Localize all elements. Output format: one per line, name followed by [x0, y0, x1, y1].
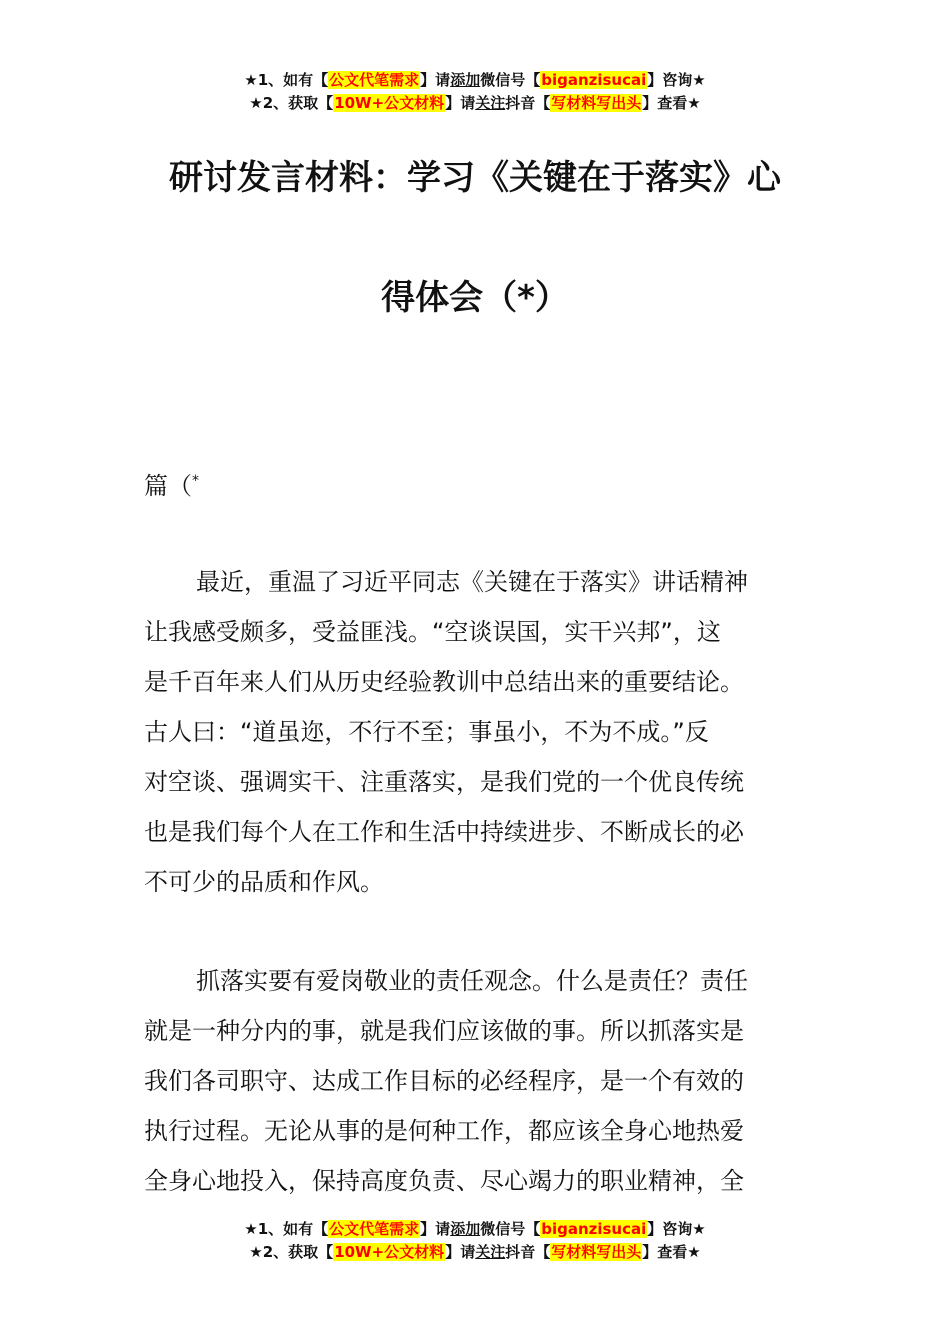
banner-emphasis: 添加: [450, 71, 481, 89]
banner-line-2: [0, 1241, 950, 1264]
highlight-wechat-id: biganzisucai: [541, 1220, 647, 1238]
banner-line-1: [0, 1218, 950, 1241]
banner-text: 】请: [420, 1220, 451, 1238]
banner-text: 】查看★: [642, 1243, 701, 1261]
banner-line-2: [0, 92, 950, 115]
banner-text: 】咨询★: [647, 1220, 706, 1238]
paragraph-line: 全身心地投入，保持高度负责、尽心竭力的职业精神，全: [144, 1167, 744, 1195]
highlight-service: 公文代笔需求: [329, 1220, 420, 1238]
paragraph-line: 是千百年来人们从历史经验教训中总结出来的重要结论。: [144, 668, 744, 696]
section-label-sup: *: [192, 473, 199, 489]
paragraph-line: 我们各司职守、达成工作目标的必经程序，是一个有效的: [144, 1067, 744, 1095]
banner-text: ★1、如有【: [244, 1220, 329, 1238]
banner-text: 】查看★: [642, 94, 701, 112]
footer-banner: [0, 1218, 950, 1264]
banner-text: 微信号【: [480, 71, 541, 89]
paragraph-1: [144, 557, 808, 907]
paragraph-line: 不可少的品质和作风。: [144, 868, 384, 896]
document-title-line-2: 得体会（*）: [381, 278, 569, 318]
paragraph-line: 让我感受颇多，受益匪浅。“空谈误国，实干兴邦”，这: [144, 618, 721, 646]
banner-text: 】请: [445, 94, 476, 112]
paragraph-line: 古人曰：“道虽迩，不行不至；事虽小，不为不成。”反: [144, 718, 709, 746]
banner-text: ★2、获取【: [249, 1243, 334, 1261]
paragraph-line: 也是我们每个人在工作和生活中持续进步、不断成长的必: [144, 818, 744, 846]
paragraph-2: [144, 956, 808, 1206]
banner-text: 抖音【: [505, 94, 551, 112]
paragraph-line: 抓落实要有爱岗敬业的责任观念。什么是责任？责任: [196, 967, 748, 995]
highlight-douyin-id: 写材料写出头: [551, 94, 642, 112]
banner-text: ★1、如有【: [244, 71, 329, 89]
paragraph-line: 最近，重温了习近平同志《关键在于落实》讲话精神: [196, 568, 748, 596]
paragraph-line: 执行过程。无论从事的是何种工作，都应该全身心地热爱: [144, 1117, 744, 1145]
document-title-line-1: 研讨发言材料：学习《关键在于落实》心: [169, 158, 781, 198]
banner-line-1: [0, 69, 950, 92]
section-label-text: 篇（: [144, 472, 192, 500]
header-banner: [0, 69, 950, 115]
banner-text: 】请: [420, 71, 451, 89]
paragraph-line: 对空谈、强调实干、注重落实，是我们党的一个优良传统: [144, 768, 744, 796]
paragraph-line: 就是一种分内的事，就是我们应该做的事。所以抓落实是: [144, 1017, 744, 1045]
banner-text: 】咨询★: [647, 71, 706, 89]
banner-text: ★2、获取【: [249, 94, 334, 112]
highlight-materials: 10W+公文材料: [334, 1243, 445, 1261]
highlight-wechat-id: biganzisucai: [541, 71, 647, 89]
banner-text: 抖音【: [505, 1243, 551, 1261]
section-label: [144, 466, 199, 501]
banner-emphasis: 关注: [475, 1243, 506, 1261]
banner-emphasis: 关注: [475, 94, 506, 112]
banner-emphasis: 添加: [450, 1220, 481, 1238]
highlight-materials: 10W+公文材料: [334, 94, 445, 112]
banner-text: 微信号【: [480, 1220, 541, 1238]
highlight-douyin-id: 写材料写出头: [551, 1243, 642, 1261]
banner-text: 】请: [445, 1243, 476, 1261]
highlight-service: 公文代笔需求: [329, 71, 420, 89]
